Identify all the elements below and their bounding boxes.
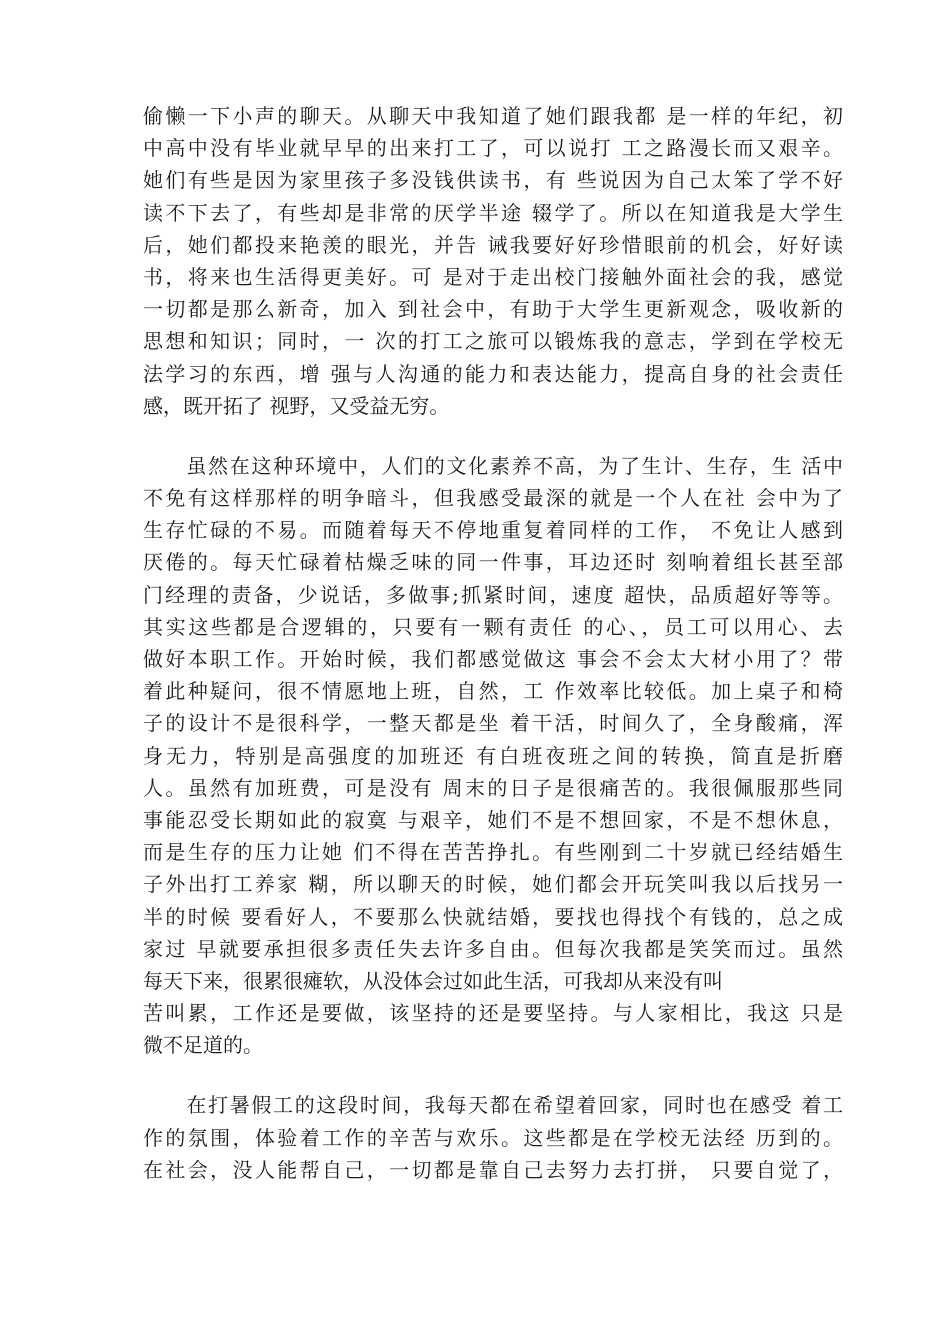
text-line: 书，将来也生活得更美好。可 是对于走出校门接触外面社会的我，感觉 [143,264,843,289]
text-line: 感，既开拓了 视野，又受益无穷。 [143,393,450,418]
text-line: 家过 早就要承担很多责任失去许多自由。但每次我都是笑笑而过。虽然 [143,936,843,961]
text-line: 其实这些都是合逻辑的，只要有一颗有责任 的心、，员工可以用心、去 [143,614,843,639]
text-line: 偷懒一下小声的聊天。从聊天中我知道了她们跟我都 是一样的年纪，初 [143,104,843,128]
text-line: 子的设计不是很科学，一整天都是坐 着干活，时间久了，全身酸痛，浑 [143,711,843,736]
text-line: 读不下去了，有些却是非常的厌学半途 辍学了。所以在知道我是大学生 [143,200,843,225]
text-line: 思想和知识；同时，一 次的打工之旅可以锻炼我的意志，学到在学校无 [143,329,843,354]
text-line: 子外出打工养家 糊，所以聊天的时候，她们都会开玩笑叫我以后找另一 [143,872,843,897]
paragraph [143,450,843,1062]
text-line: 做好本职工作。开始时候，我们都感觉做这 事会不会太大材小用了？带 [143,647,843,671]
paragraph [143,100,843,422]
text-line: 不免有这样那样的明争暗斗，但我感受最深的就是一个人在社 会中为了 [143,486,843,511]
text-line: 后，她们都投来艳羡的眼光，并告 诫我要好好珍惜眼前的机会，好好读 [143,232,843,257]
text-line: 身无力，特别是高强度的加班还 有白班夜班之间的转换，简直是折磨 [143,743,843,768]
paragraph-gap [143,1061,843,1089]
text-line: 微不足道的。 [143,1033,263,1058]
text-line: 人。虽然有加班费，可是没有 周末的日子是很痛苦的。我很佩服那些同 [143,775,843,800]
text-line: 作的氛围，体验着工作的辛苦与欢乐。这些都是在学校无法经 历到的。 [143,1125,843,1150]
paragraph [143,1089,843,1186]
document-page [143,100,843,1186]
text-line: 虽然在这种环境中，人们的文化素养不高，为了生计、生存，生 活中 [143,453,843,478]
text-line: 着此种疑问，很不情愿地上班，自然，工 作效率比较低。加上桌子和椅 [143,679,843,704]
text-line: 一切都是那么新奇，加入 到社会中，有助于大学生更新观念，吸收新的 [143,297,843,322]
text-line: 苦叫累，工作还是要做，该坚持的还是要坚持。与人家相比，我这 只是 [143,1001,843,1026]
text-line: 法学习的东西，增 强与人沟通的能力和表达能力，提高自身的社会责任 [143,361,843,386]
text-line: 半的时候 要看好人，不要那么快就结婚，要找也得找个有钱的，总之成 [143,904,843,929]
text-line: 中高中没有毕业就早早的出来打工了，可以说打 工之路漫长而又艰辛。 [143,136,843,161]
text-line: 事能忍受长期如此的寂寞 与艰辛，她们不是不想回家，不是不想休息， [143,807,843,832]
paragraph-gap [143,422,843,450]
text-line: 而是生存的压力让她 们不得在苦苦挣扎。有些刚到二十岁就已经结婚生 [143,840,843,865]
text-line: 门经理的责备，少说话，多做事;抓紧时间，速度 超快，品质超好等等。 [143,582,843,607]
text-line: 生存忙碌的不易。而随着每天不停地重复着同样的工作， 不免让人感到 [143,518,843,543]
text-line: 在社会，没人能帮自己，一切都是靠自己去努力去打拼， 只要自觉了， [143,1157,843,1182]
text-line: 她们有些是因为家里孩子多没钱供读书，有 些说因为自己太笨了学不好 [143,168,843,193]
text-line: 每天下来，很累很瘫软，从没体会过如此生活，可我却从来没有叫 [143,968,723,993]
text-line: 在打暑假工的这段时间，我每天都在希望着回家，同时也在感受 着工 [143,1093,843,1118]
text-line: 厌倦的。每天忙碌着枯燥乏味的同一件事，耳边还时 刻响着组长甚至部 [143,550,843,575]
